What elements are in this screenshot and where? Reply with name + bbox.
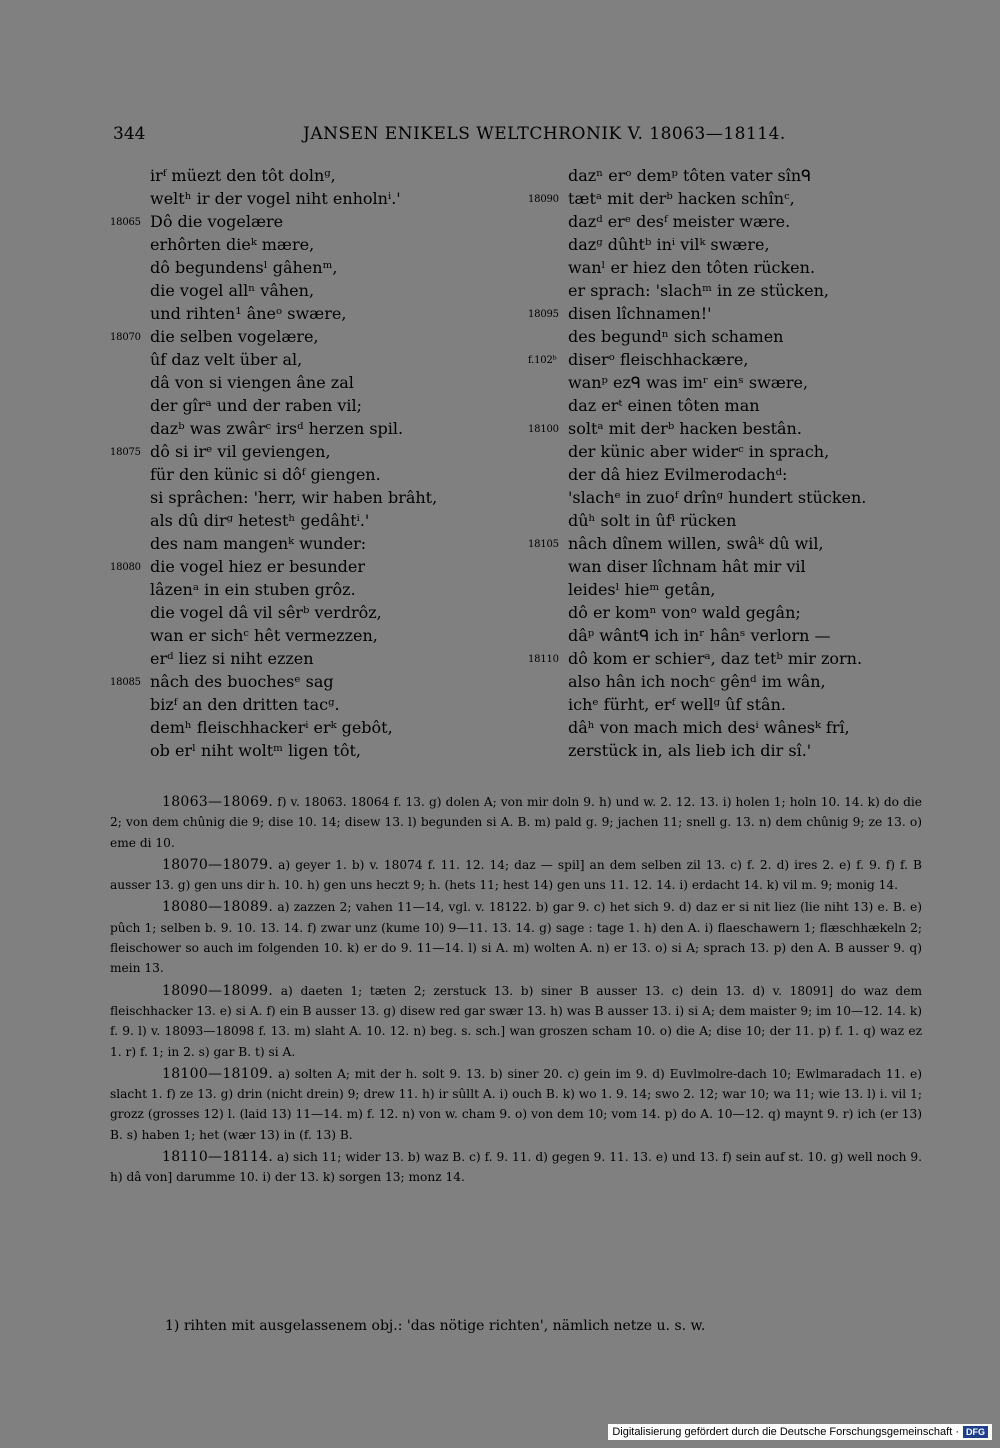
verse-line [110, 212, 510, 235]
verse-line [110, 327, 510, 350]
verse-line [110, 258, 510, 281]
verse-text: dazⁿ erᵒ demᵖ tôten vater sînᑫ [568, 166, 812, 185]
verse-text: dûʰ solt in ûfⁱ rücken [568, 511, 737, 530]
verse-text: er sprach: 'slachᵐ in ze stücken, [568, 281, 829, 300]
verse-line [110, 557, 510, 580]
verse-text: also hân ich nochᶜ gênᵈ im wân, [568, 672, 826, 691]
note-paragraph [110, 981, 922, 1062]
verse-line [528, 327, 928, 350]
verse-line [528, 281, 928, 304]
verse-number: 18070 [110, 332, 141, 343]
verse-line [528, 488, 928, 511]
verse-text: der dâ hiez Evilmerodachᵈ: [568, 465, 788, 484]
verse-text: erhôrten dieᵏ mære, [150, 235, 315, 254]
note-paragraph [110, 1064, 922, 1145]
note-range: 18080—18089. [162, 899, 274, 916]
note-paragraph [110, 897, 922, 978]
verse-text: dâ von si viengen âne zal [150, 373, 354, 392]
footnote: 1) rihten mit ausgelassenem obj.: 'das nötige richten', nämlich netze u. s. w. [165, 1318, 706, 1334]
verse-line [528, 419, 928, 442]
verse-line [110, 626, 510, 649]
verse-line [528, 672, 928, 695]
verse-text: bizᶠ an den dritten tacᵍ. [150, 695, 340, 714]
verse-text: die vogel allⁿ vâhen, [150, 281, 315, 300]
verse-number: 18090 [528, 194, 559, 205]
dfg-banner [608, 1424, 992, 1440]
verse-number: 18080 [110, 562, 141, 573]
verse-text: die vogel hiez er besunder [150, 557, 365, 576]
note-text: a) sich 11; wider 13. b) waz B. c) f. 9. 11. d) gegen 9. 11. 13. e) und 13. f) sein auf st. 10. g) well noch 9. h) dâ von] darumme 10. i) der 13. k) sorgen 13; monz 14. [110, 1150, 922, 1185]
verse-text: irᶠ müezt den tôt dolnᵍ, [150, 166, 336, 185]
verse-text: für den künic si dôᶠ giengen. [150, 465, 381, 484]
verse-text: soltᵃ mit derᵇ hacken bestân. [568, 419, 802, 438]
note-range: 18070—18079. [162, 856, 274, 873]
verse-line [528, 557, 928, 580]
verse-line [110, 695, 510, 718]
verse-line [528, 580, 928, 603]
verse-line [110, 373, 510, 396]
verse-text: weltʰ ir der vogel niht enholnⁱ.' [150, 189, 401, 208]
verse-line [528, 304, 928, 327]
verse-line [528, 603, 928, 626]
verse-text: ichᵉ fürht, erᶠ wellᵍ ûf stân. [568, 695, 786, 714]
verse-line [528, 534, 928, 557]
verse-line [110, 649, 510, 672]
verse-text: ob erˡ niht woltᵐ ligen tôt, [150, 741, 361, 760]
verse-line [110, 442, 510, 465]
verse-text: ûf daz velt über al, [150, 350, 303, 369]
verse-line [110, 419, 510, 442]
verse-number: f.102ᵇ [528, 355, 557, 366]
running-title: JANSEN ENIKELS WELTCHRONIK V. 18063—18114. [303, 124, 786, 144]
note-paragraph [110, 855, 922, 896]
verse-text: diserᵒ fleischhackære, [568, 350, 749, 369]
verse-text: 'slachᵉ in zuoᶠ drînᵍ hundert stücken. [568, 488, 867, 507]
verse-line [110, 741, 510, 764]
verse-line [110, 580, 510, 603]
verse-text: wanˡ er hiez den tôten rücken. [568, 258, 816, 277]
note-range: 18090—18099. [162, 982, 274, 999]
verse-text: dô si irᵉ vil geviengen, [150, 442, 331, 461]
verse-line [110, 281, 510, 304]
verse-line [528, 695, 928, 718]
right-verse-column [528, 166, 928, 764]
note-range: 18100—18109. [162, 1065, 274, 1082]
verse-text: und rihten¹ âneᵒ swære, [150, 304, 347, 323]
verse-line [528, 166, 928, 189]
verse-line [528, 649, 928, 672]
verse-number: 18075 [110, 447, 141, 458]
verse-text: disen lîchnamen!' [568, 304, 712, 323]
note-range: 18063—18069. [162, 794, 274, 810]
verse-text: dâʰ von mach mich desⁱ wânesᵏ frî, [568, 718, 850, 737]
verse-line [528, 511, 928, 534]
verse-text: dazᵍ dûhtᵇ inⁱ vilᵏ swære, [568, 235, 770, 254]
verse-line [528, 626, 928, 649]
verse-line [110, 189, 510, 212]
banner-text: Digitalisierung gefördert durch die Deutsche Forschungsgemeinschaft · [612, 1426, 959, 1438]
verse-text: wan er sichᶜ hêt vermezzen, [150, 626, 378, 645]
note-paragraph [110, 792, 922, 853]
left-verse-column [110, 166, 510, 764]
verse-line [528, 350, 928, 373]
verse-line [110, 304, 510, 327]
note-text: a) daeten 1; tæten 2; zerstuck 13. b) siner B ausser 13. c) dein 13. d) v. 18091] do waz dem fleischhacker 13. e) si A. f) ein B ausser 13. g) disew red gar swær 13. h) was B ausser 13. i) si A; dem maister 9; im 10—12. 14. k) f. 9. l) v. 18093—18098 f. 13. m) slaht A. 10. 12. n) beg. s. sch.] wan groszen scham 10. o) die A; dise 10; der 11. p) f. 1. q) waz ez 1. r) f. 1; in 2. s) gar B. t) si A. [110, 983, 922, 1059]
verse-line [528, 235, 928, 258]
apparatus-notes [110, 792, 922, 1190]
verse-text: Dô die vogelære [150, 212, 284, 231]
verse-line [528, 189, 928, 212]
verse-text: dazᵇ was zwârᶜ irsᵈ herzen spil. [150, 419, 404, 438]
verse-number: 18100 [528, 424, 559, 435]
verse-text: dô er komⁿ vonᵒ wald gegân; [568, 603, 801, 622]
verse-line [110, 488, 510, 511]
verse-line [110, 350, 510, 373]
verse-number: 18065 [110, 217, 141, 228]
verse-text: dô begundensˡ gâhenᵐ, [150, 258, 338, 277]
verse-text: si sprâchen: 'herr, wir haben brâht, [150, 488, 438, 507]
verse-text: zerstück in, als lieb ich dir sî.' [568, 741, 812, 760]
verse-text: daz erᵗ einen tôten man [568, 396, 760, 415]
note-text: f) v. 18063. 18064 f. 13. g) dolen A; von mir doln 9. h) und w. 2. 12. 13. i) holen 1; holn 10. 14. k) do die 2; von dem chûnig die 9; dise 10. 14; disew 13. l) begunden si A. B. m) pald g. 9; jachen 11; snell g. 13. n) dem chûnig 9; ze 13. o) eme di 10. [110, 795, 922, 850]
verse-text: der künic aber widerᶜ in sprach, [568, 442, 830, 461]
verse-line [528, 718, 928, 741]
verse-text: wanᵖ ezᑫ was imʳ einˢ swære, [568, 373, 809, 392]
verse-line [110, 534, 510, 557]
verse-text: als dû dirᵍ hetestʰ gedâhtⁱ.' [150, 511, 370, 530]
verse-line [528, 373, 928, 396]
note-paragraph [110, 1147, 922, 1188]
verse-number: 18085 [110, 677, 141, 688]
verse-number: 18110 [528, 654, 559, 665]
note-text: a) solten A; mit der h. solt 9. 13. b) siner 20. c) gein im 9. d) Euvlmolre-dach 10; Ewlmaradach 11. e) slacht 1. f) ze 13. g) drin (nicht drein) 9; drew 11. h) ir sûllt A. i) ouch B. k) wo 1. 9. 14; swo 2. 12; war 10; wa 11; wie 13. l) i. vil 1; grozz (grosses 12) l. (laid 13) 11—14. m) f. 12. n) von w. cham 9. o) von dem 10; vom 14. p) do A. 10—12. q) maynt 9. r) ich (er 13) B. s) haben 1; het (wær 13) in (f. 13) B. [110, 1066, 922, 1142]
verse-text: lâzenᵃ in ein stuben grôz. [150, 580, 356, 599]
note-text: a) geyer 1. b) v. 18074 f. 11. 12. 14; daz — spil] an dem selben zil 13. c) f. 2. d) ires 2. e) f. 9. f) f. B ausser 13. g) gen uns dir h. 10. h) gen uns heczt 9; h. (hets 11; hest 14) gen uns 11. 12. 14. i) erdacht 14. k) vil m. 9; monig 14. [110, 857, 922, 893]
verse-line [528, 396, 928, 419]
verse-line [528, 465, 928, 488]
verse-text: dazᵈ erᵉ desᶠ meister wære. [568, 212, 791, 231]
verse-text: leidesˡ hieᵐ getân, [568, 580, 716, 599]
verse-text: dâᵖ wântᑫ ich inʳ hânˢ verlorn — [568, 626, 831, 645]
verse-text: des nam mangenᵏ wunder: [150, 534, 367, 553]
verse-text: dô kom er schierᵃ, daz tetᵇ mir zorn. [568, 649, 863, 668]
page-number: 344 [113, 124, 146, 144]
verse-text: der gîrᵃ und der raben vil; [150, 396, 363, 415]
verse-line [110, 396, 510, 419]
verse-text: nâch des buochesᵉ sag [150, 672, 334, 691]
verse-line [110, 672, 510, 695]
verse-line [110, 166, 510, 189]
verse-line [528, 258, 928, 281]
verse-line [110, 603, 510, 626]
note-text: a) zazzen 2; vahen 11—14, vgl. v. 18122. b) gar 9. c) het sich 9. d) daz er si nit liez (lie niht 13) e. B. e) pûch 1; selben b. 9. 10. 13. 14. f) zwar unz (kume 10) 9—11. 13. 14. g) sage : tage 1. h) den A. i) flaeschawern 1; flæschhækeln 2; fleischower so auch im folgenden 10. k) er do 9. 11—14. l) si A. m) wolten A. n) er 13. o) si A; sprach 13. p) den A. B ausser 9. q) mein 13. [110, 900, 922, 976]
verse-line [528, 741, 928, 764]
verse-number: 18095 [528, 309, 559, 320]
verse-line [110, 235, 510, 258]
verse-text: tætᵃ mit derᵇ hacken schînᶜ, [568, 189, 795, 208]
verse-line [528, 442, 928, 465]
dfg-logo-icon: DFG [963, 1426, 988, 1438]
verse-text: erᵈ liez si niht ezzen [150, 649, 314, 668]
page-header [113, 124, 923, 146]
verse-text: nâch dînem willen, swâᵏ dû wil, [568, 534, 824, 553]
verse-line [110, 718, 510, 741]
verse-number: 18105 [528, 539, 559, 550]
verse-text: wan diser lîchnam hât mir vil [568, 557, 806, 576]
verse-line [110, 511, 510, 534]
note-range: 18110—18114. [162, 1149, 274, 1166]
verse-line [528, 212, 928, 235]
verse-text: die selben vogelære, [150, 327, 319, 346]
verse-text: die vogel dâ vil sêrᵇ verdrôz, [150, 603, 382, 622]
verse-text: des begundⁿ sich schamen [568, 327, 784, 346]
verse-text: demʰ fleischhackerⁱ erᵏ gebôt, [150, 718, 393, 737]
verse-line [110, 465, 510, 488]
